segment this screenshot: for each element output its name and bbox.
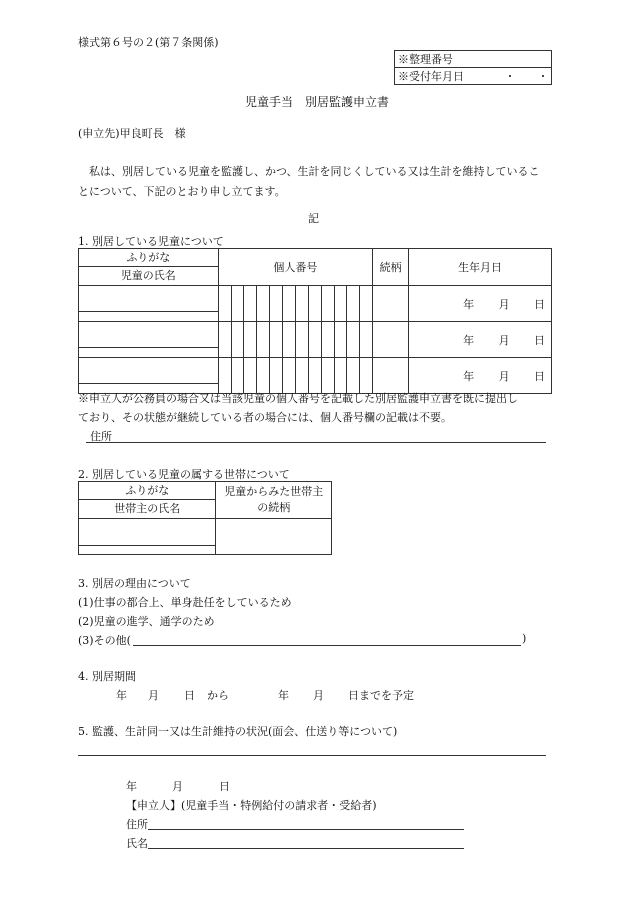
period-end-month: 月 xyxy=(313,689,324,702)
relationship-header: 続柄 xyxy=(373,249,409,286)
householder-name-header xyxy=(79,482,216,519)
section2-heading: 2. 別居している児童の属する世帯について xyxy=(78,468,290,481)
received-date-dots: ・ ・ xyxy=(504,70,549,83)
individual-number-cell[interactable] xyxy=(218,358,373,394)
relationship-cell[interactable] xyxy=(373,322,409,358)
individual-number-header: 個人番号 xyxy=(218,249,373,286)
householder-name-label: 世帯主の氏名 xyxy=(114,502,181,515)
addressee: (申立先)甲良町長 様 xyxy=(78,127,186,140)
period-start-month: 月 xyxy=(148,689,159,702)
householder-relation-cell[interactable] xyxy=(216,519,332,555)
year-label: 年 xyxy=(463,333,475,347)
office-received-date xyxy=(395,68,552,85)
office-ref-number: ※整理番号 xyxy=(395,51,552,68)
office-use-box xyxy=(394,50,552,85)
relation-label-1: 児童からみた世帯主 xyxy=(224,485,324,498)
day-label: 日 xyxy=(534,333,545,347)
section1-heading: 1. 別居している児童について xyxy=(78,235,224,248)
applicant-address-line[interactable] xyxy=(148,829,464,830)
footer-month: 月 xyxy=(172,780,183,793)
ki-heading: 記 xyxy=(308,212,319,225)
day-label: 日 xyxy=(534,297,545,311)
furigana-label: ふりがな xyxy=(79,249,218,267)
furigana-label: ふりがな xyxy=(79,482,215,500)
period-start-year: 年 xyxy=(116,689,127,702)
reason-3[interactable]: (3)その他( xyxy=(78,634,131,647)
birthdate-cell[interactable] xyxy=(409,286,552,322)
year-label: 年 xyxy=(463,297,475,311)
child-name-cell[interactable] xyxy=(79,358,219,394)
child-name-header xyxy=(79,249,219,286)
intro-text-2: とについて、下記のとおり申し立てます。 xyxy=(78,185,286,198)
month-label: 月 xyxy=(498,297,510,311)
month-label: 月 xyxy=(498,333,510,347)
applicant-name-line[interactable] xyxy=(148,848,464,849)
month-label: 月 xyxy=(498,369,510,383)
note-line-2: ており、その状態が継続している者の場合には、個人番号欄の記載は不要。 xyxy=(78,411,452,424)
birthdate-cell[interactable] xyxy=(409,322,552,358)
intro-text: 私は、別居している児童を監護し、かつ、生計を同じくしている又は生計を維持しているこ xyxy=(78,165,540,178)
period-end-year: 年 xyxy=(278,689,289,702)
applicant-name-label: 氏名 xyxy=(126,837,148,850)
householder-name-cell[interactable] xyxy=(79,519,216,555)
child-name-label: 児童の氏名 xyxy=(120,269,176,282)
section3-heading: 3. 別居の理由について xyxy=(78,577,191,590)
note-line-1: ※申立人が公務員の場合又は当該児童の個人番号を記載した別居監護申立書を既に提出し xyxy=(78,392,518,405)
received-date-label: ※受付年月日 xyxy=(398,70,464,83)
period-start-day: 日 xyxy=(184,689,195,702)
address-line[interactable] xyxy=(86,442,546,443)
children-table xyxy=(78,248,552,394)
householder-relation-header xyxy=(216,482,332,519)
individual-number-cell[interactable] xyxy=(218,322,373,358)
address-label: 住所 xyxy=(90,430,112,443)
individual-number-cell[interactable] xyxy=(218,286,373,322)
child-name-cell[interactable] xyxy=(79,322,219,358)
period-from: から xyxy=(207,689,229,702)
relationship-cell[interactable] xyxy=(373,286,409,322)
child-name-cell[interactable] xyxy=(79,286,219,322)
document-title: 児童手当 別居監護申立書 xyxy=(245,95,390,109)
relationship-cell[interactable] xyxy=(373,358,409,394)
applicant-address-label: 住所 xyxy=(126,818,148,831)
footer-day: 日 xyxy=(219,780,230,793)
reason-other-line[interactable] xyxy=(133,645,521,646)
household-table xyxy=(78,481,332,555)
year-label: 年 xyxy=(463,369,475,383)
reason-3-close: ) xyxy=(522,632,527,645)
period-end-day: 日までを予定 xyxy=(348,689,414,702)
birthdate-cell[interactable] xyxy=(409,358,552,394)
reason-1[interactable]: (1)仕事の都合上、単身赴任をしているため xyxy=(78,596,292,609)
birthdate-header: 生年月日 xyxy=(409,249,552,286)
form-number: 様式第６号の２(第７条関係) xyxy=(78,36,219,49)
status-line[interactable] xyxy=(78,755,546,756)
applicant-label: 【申立人】(児童手当・特例給付の請求者・受給者) xyxy=(126,799,377,812)
footer-year: 年 xyxy=(126,780,137,793)
section4-heading: 4. 別居期間 xyxy=(78,670,136,683)
section5-heading: 5. 監護、生計同一又は生計維持の状況(面会、仕送り等について) xyxy=(78,725,398,738)
relation-label-2: の続柄 xyxy=(257,501,291,514)
day-label: 日 xyxy=(534,369,545,383)
reason-2[interactable]: (2)児童の進学、通学のため xyxy=(78,615,215,628)
